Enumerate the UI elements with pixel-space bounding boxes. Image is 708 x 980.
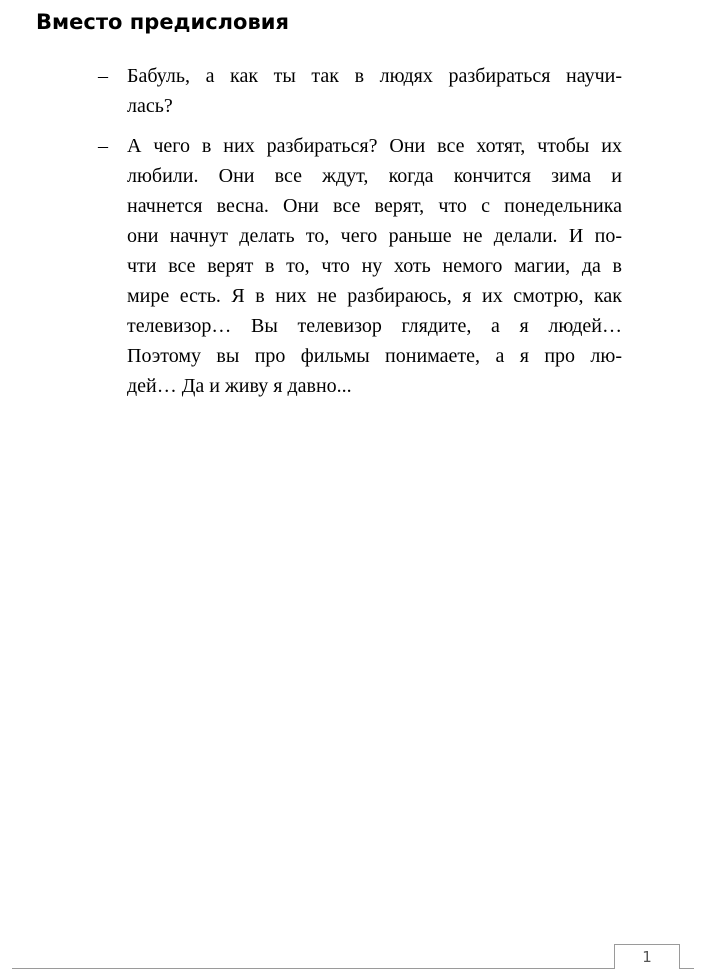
dialogue-line-question [98,61,622,121]
dialogue-text-line: начнется весна. Они все верят, что с понедельника [127,195,622,217]
dialogue-text-line: чти все верят в то, что ну хоть немого магии, да в [127,255,622,277]
dialogue-dash: – [98,135,108,157]
dialogue-text-line: Бабуль, а как ты так в людях разбираться научи- [127,65,622,87]
dialogue-dash: – [98,65,108,87]
dialogue-text-line: Поэтому вы про фильмы понимаете, а я про лю- [127,345,622,367]
page-number: 1 [642,948,652,966]
dialogue-text-line: дей… Да и живу я давно... [127,375,352,397]
page-number-box [614,944,680,969]
dialogue-text-line: телевизор… Вы телевизор глядите, а я людей… [127,315,622,337]
dialogue-text-line: любили. Они все ждут, когда кончится зима и [127,165,622,187]
dialogue-text-line: лась? [127,95,173,117]
page-title: Вместо предисловия [36,10,289,34]
dialogue-text-line: А чего в них разбираться? Они все хотят, чтобы их [127,135,622,157]
dialogue-block [98,61,622,411]
dialogue-text-line: они начнут делать то, чего раньше не делали. И по- [127,225,622,247]
dialogue-text-line: мире есть. Я в них не разбираюсь, я их смотрю, как [127,285,622,307]
dialogue-line-answer [98,131,622,401]
footer-divider [12,968,694,969]
